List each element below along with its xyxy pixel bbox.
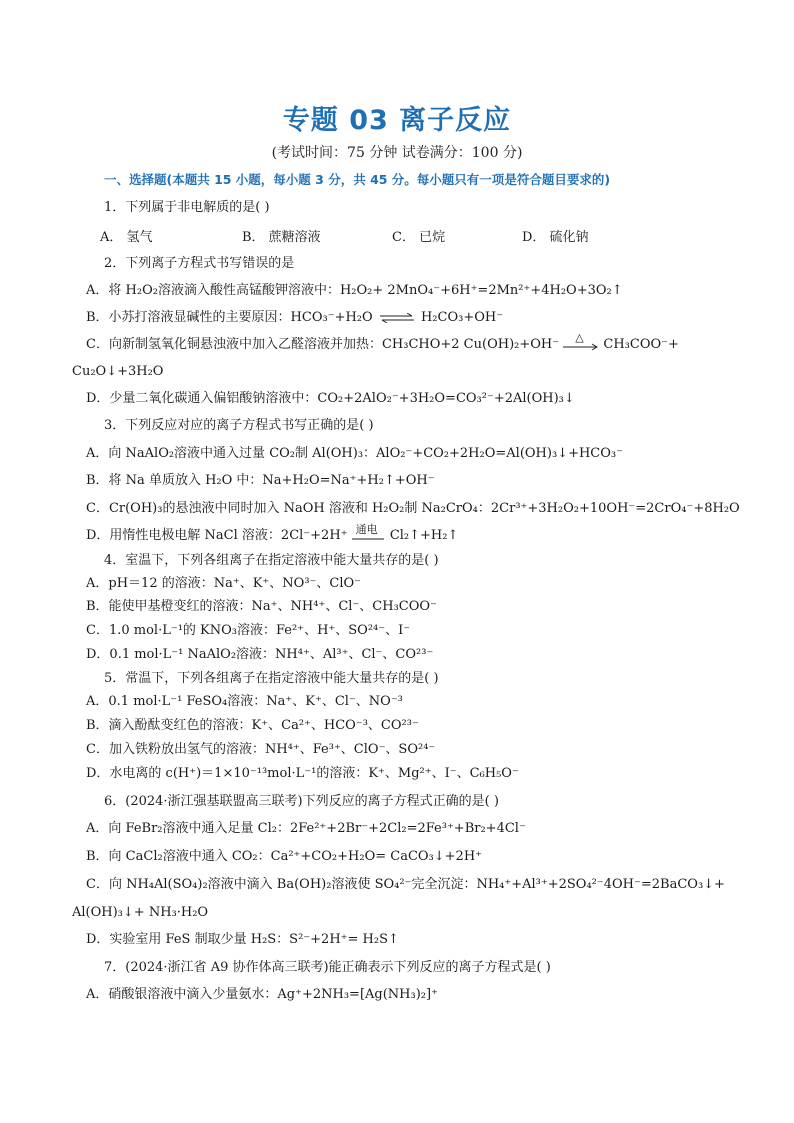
heat-symbol: △	[575, 330, 584, 344]
question-2-stem: 2．下列离子方程式书写错误的是	[104, 256, 295, 271]
reaction-arrow-icon	[563, 340, 599, 354]
question-3-stem: 3．下列反应对应的离子方程式书写正确的是( )	[104, 418, 374, 433]
question-2-option-c	[86, 330, 679, 354]
section-heading: 一、选择题(本题共 15 小题，每小题 3 分，共 45 分。每小题只有一项是符合题目要求的)	[104, 172, 611, 187]
question-3-option-a: A．向 NaAlO₂溶液中通入过量 CO₂制 Al(OH)₃：AlO₂⁻+CO₂+2H₂O=Al(OH)₃↓+HCO₃⁻	[86, 446, 623, 461]
question-3-option-d-right: Cl₂↑+H₂↑	[389, 528, 459, 543]
question-4-option-b: B．能使甲基橙变红的溶液：Na⁺、NH⁴⁺、Cl⁻、CH₃COO⁻	[86, 599, 437, 614]
question-2-option-d: D．少量二氧化碳通入偏铝酸钠溶液中：CO₂+2AlO₂⁻+3H₂O=CO₃²⁻+2Al(OH)₃↓	[86, 391, 575, 406]
question-6-option-a: A．向 FeBr₂溶液中通入足量 Cl₂：2Fe²⁺+2Br⁻+2Cl₂=2Fe³⁺+Br₂+4Cl⁻	[86, 821, 526, 836]
question-5-option-b: B．滴入酚酞变红色的溶液：K⁺、Ca²⁺、HCO⁻³、CO²³⁻	[86, 718, 419, 733]
equilibrium-arrow-icon	[380, 313, 414, 323]
question-2-option-b-left: B．小苏打溶液显碱性的主要原因：HCO₃⁻+H₂O	[86, 310, 373, 325]
question-2-option-c-continued: Cu₂O↓+3H₂O	[72, 364, 164, 379]
question-1-option-d: D． 硫化钠	[522, 230, 589, 245]
question-7-option-a: A．硝酸银溶液中滴入少量氨水：Ag⁺+2NH₃=[Ag(NH₃)₂]⁺	[86, 987, 438, 1002]
electrolysis-condition	[352, 522, 386, 543]
question-2-option-b-right: H₂CO₃+OH⁻	[420, 310, 504, 325]
question-2-option-c-right: CH₃COO⁻+	[603, 337, 679, 352]
exam-info: (考试时间：75 分钟 试卷满分：100 分)	[271, 145, 523, 161]
question-4-option-a: A．pH＝12 的溶液：Na⁺、K⁺、NO³⁻、ClO⁻	[86, 576, 362, 591]
heat-arrow	[563, 330, 599, 352]
question-5-option-a: A．0.1 mol·L⁻¹ FeSO₄溶液：Na⁺、K⁺、Cl⁻、NO⁻³	[86, 694, 403, 709]
question-5-stem: 5．常温下，下列各组离子在指定溶液中能大量共存的是( )	[104, 671, 439, 686]
question-3-option-c: C．Cr(OH)₃的悬浊液中同时加入 NaOH 溶液和 H₂O₂制 Na₂CrO₄：2Cr³⁺+3H₂O₂+10OH⁻=2CrO₄⁻+8H₂O	[86, 501, 740, 516]
question-3-option-d	[86, 522, 459, 545]
question-6-stem: 6．(2024·浙江强基联盟高三联考)下列反应的离子方程式正确的是( )	[104, 794, 499, 809]
question-1-option-c: C． 已烷	[392, 230, 446, 245]
question-3-option-d-left: D．用惰性电极电解 NaCl 溶液：2Cl⁻+2H⁺	[86, 528, 348, 543]
question-1-stem: 1．下列属于非电解质的是( )	[104, 200, 270, 215]
question-6-option-c: C．向 NH₄Al(SO₄)₂溶液中滴入 Ba(OH)₂溶液使 SO₄²⁻完全沉淀：NH₄⁺+Al³⁺+2SO₄²⁻4OH⁻=2BaCO₃↓+	[86, 877, 725, 892]
condition-line-icon	[352, 531, 386, 545]
question-1-option-a: A． 氢气	[100, 230, 153, 245]
question-5-option-c: C．加入铁粉放出氢气的溶液：NH⁴⁺、Fe³⁺、ClO⁻、SO²⁴⁻	[86, 742, 436, 757]
question-6-option-c-continued: Al(OH)₃↓+ NH₃·H₂O	[72, 905, 209, 920]
page-title: 专题 03 离子反应	[282, 105, 512, 136]
question-4-option-d: D．0.1 mol·L⁻¹ NaAlO₂溶液：NH⁴⁺、Al³⁺、Cl⁻、CO²³⁻	[86, 647, 434, 662]
question-2-option-a: A．将 H₂O₂溶液滴入酸性高锰酸钾溶液中：H₂O₂+ 2MnO₄⁻+6H⁺=2Mn²⁺+4H₂O+3O₂↑	[86, 283, 623, 298]
question-5-option-d: D．水电离的 c(H⁺)＝1×10⁻¹³mol·L⁻¹的溶液：K⁺、Mg²⁺、I⁻、C₆H₅O⁻	[86, 766, 519, 781]
question-4-option-c: C．1.0 mol·L⁻¹的 KNO₃溶液：Fe²⁺、H⁺、SO²⁴⁻、I⁻	[86, 623, 411, 638]
question-4-stem: 4．室温下，下列各组离子在指定溶液中能大量共存的是( )	[104, 553, 439, 568]
electrolysis-label: 通电	[355, 522, 378, 536]
question-6-option-d: D．实验室用 FeS 制取少量 H₂S：S²⁻+2H⁺= H₂S↑	[86, 932, 399, 947]
question-2-option-b	[86, 309, 503, 327]
question-3-option-b: B．将 Na 单质放入 H₂O 中：Na+H₂O=Na⁺+H₂↑+OH⁻	[86, 473, 435, 488]
question-7-stem: 7．(2024·浙江省 A9 协作体高三联考)能正确表示下列反应的离子方程式是( )	[104, 960, 551, 975]
question-1-option-b: B． 蔗糖溶液	[242, 230, 321, 245]
question-2-option-c-left: C．向新制氢氧化铜悬浊液中加入乙醛溶液并加热：CH₃CHO+2 Cu(OH)₂+OH⁻	[86, 337, 560, 352]
question-6-option-b: B．向 CaCl₂溶液中通入 CO₂：Ca²⁺+CO₂+H₂O= CaCO₃↓+2H⁺	[86, 849, 483, 864]
